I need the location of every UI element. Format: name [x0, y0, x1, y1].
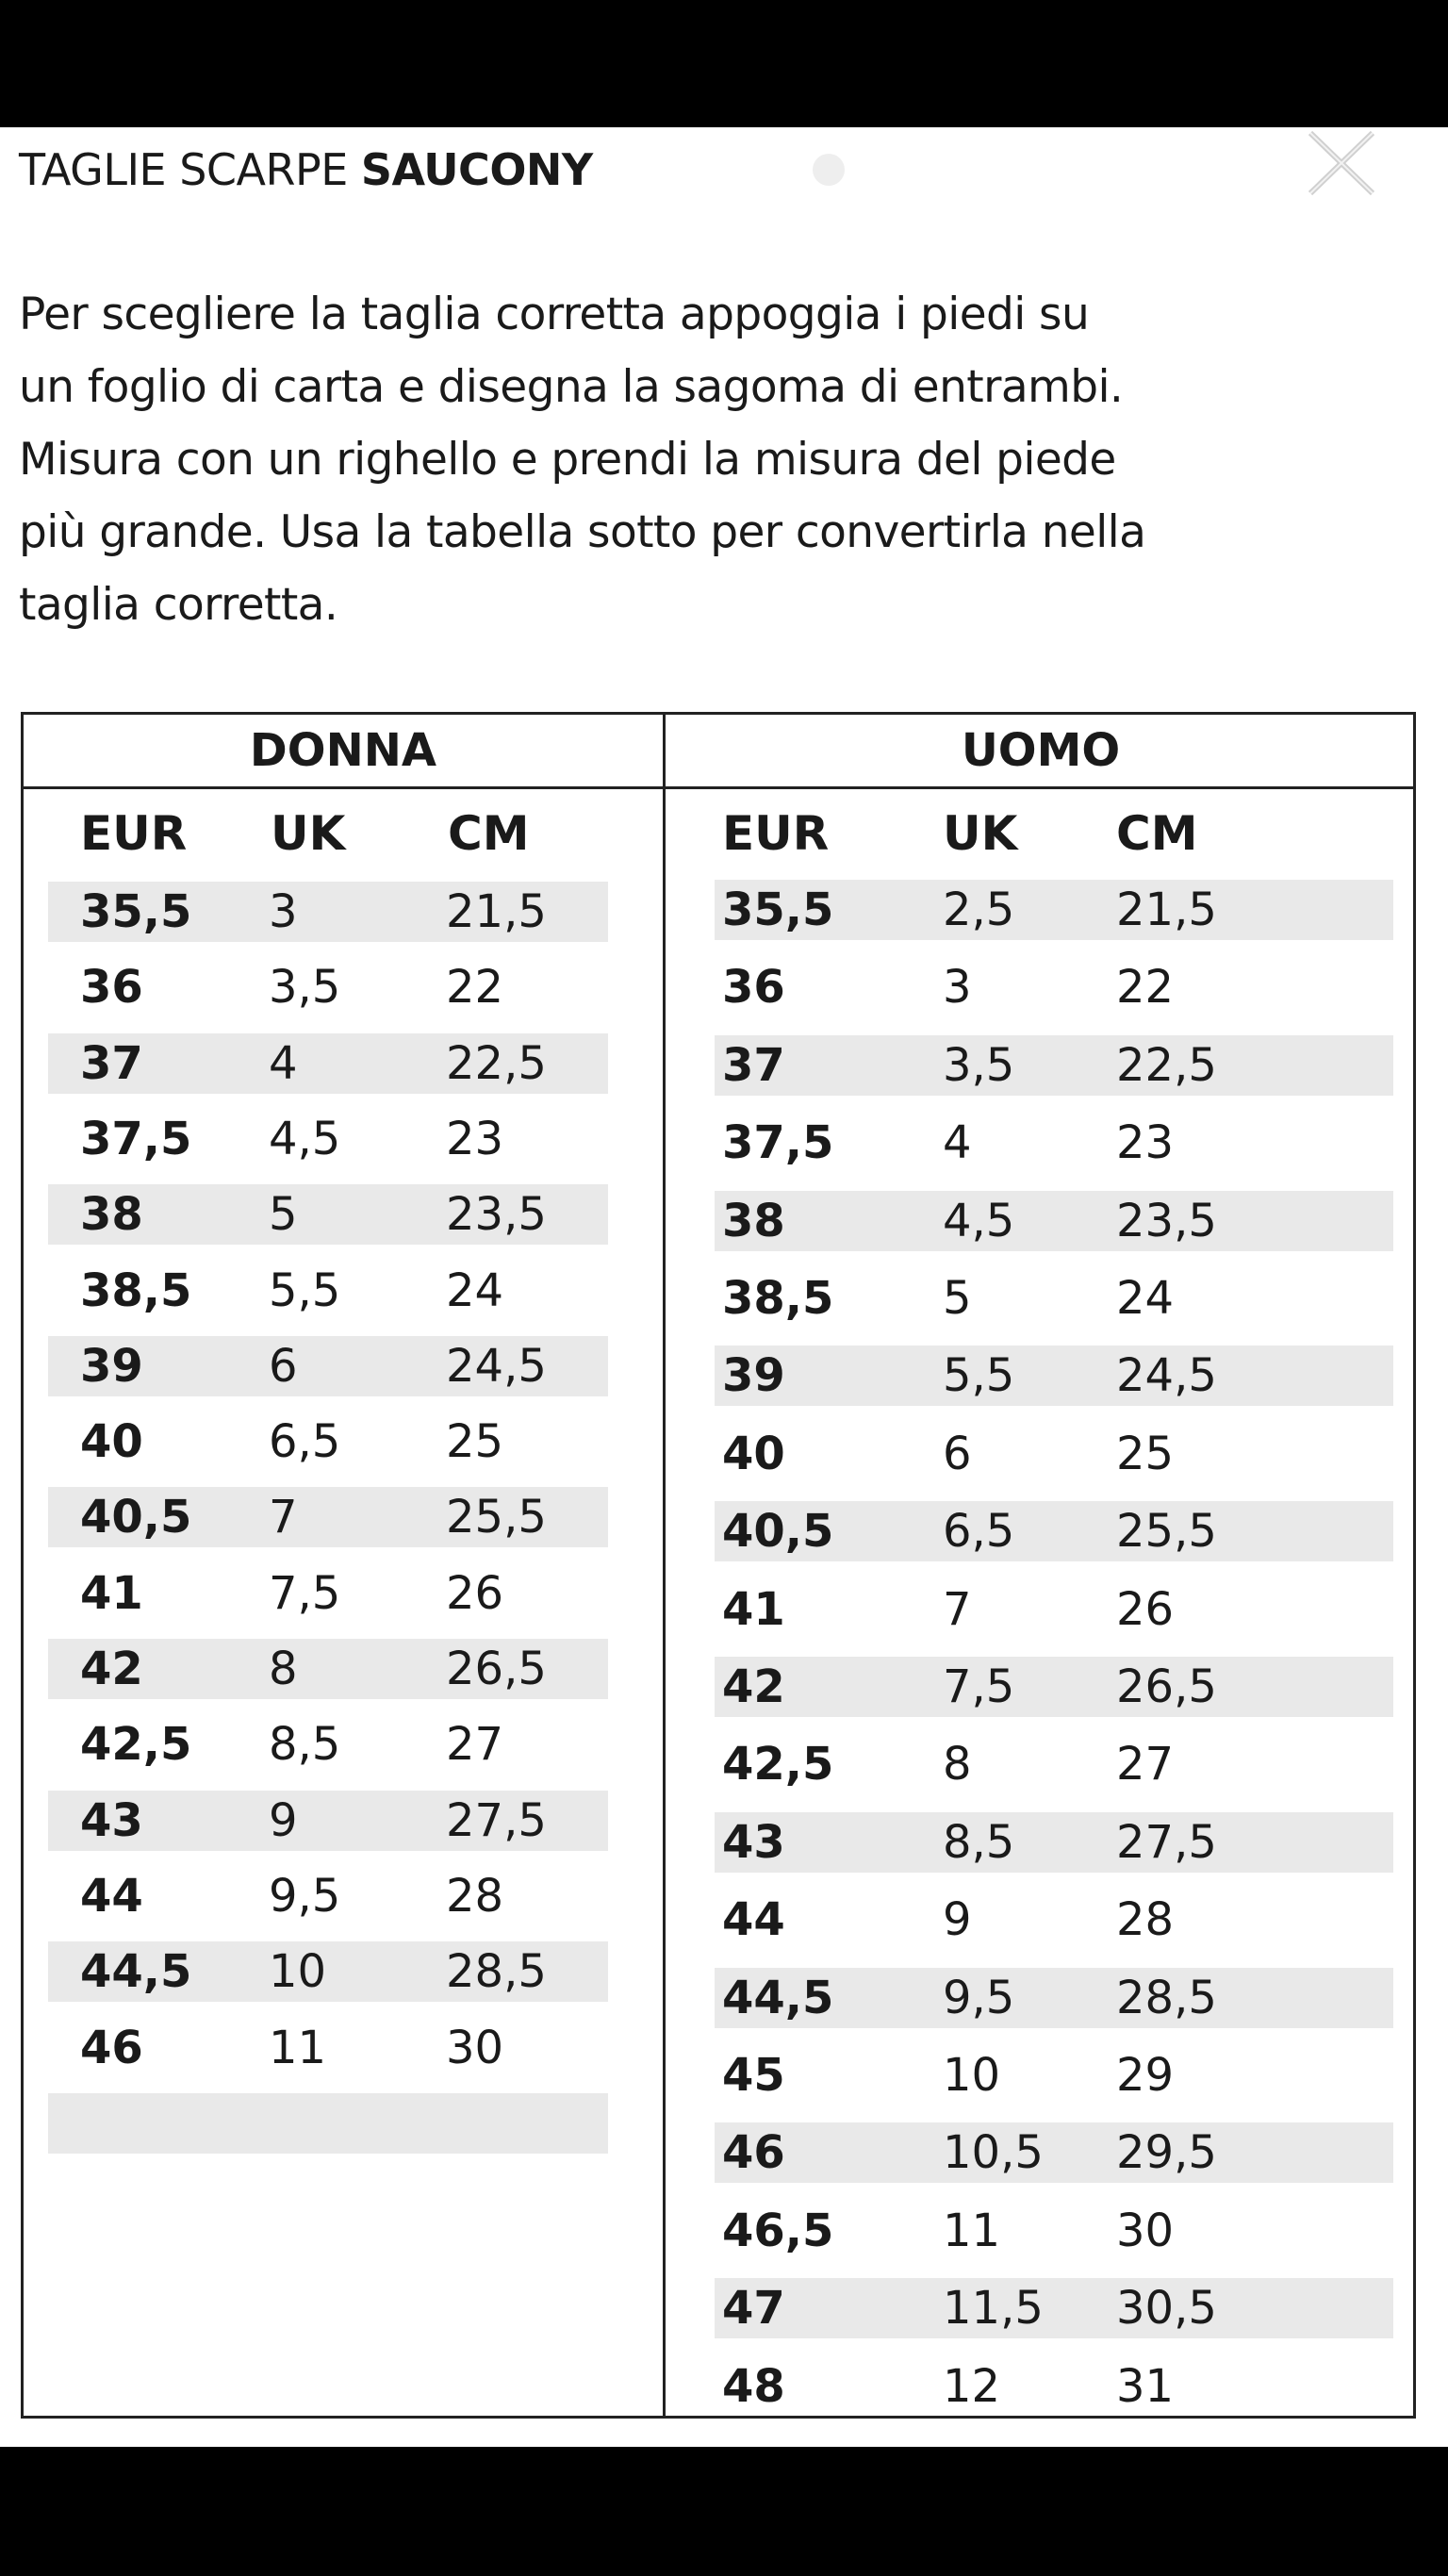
donna-eur-cell: 36: [80, 961, 143, 1015]
uomo-table-row: [715, 1968, 1393, 2028]
loading-dot: [813, 154, 845, 186]
uomo-table-row: [715, 1734, 1393, 1794]
uomo-uk-cell: 7,5: [943, 1660, 1015, 1713]
donna-uk-cell: 9: [269, 1793, 298, 1847]
donna-title: DONNA: [249, 724, 437, 777]
uomo-eur-cell: 48: [722, 2359, 785, 2413]
uomo-cm-cell: 30,5: [1116, 2282, 1217, 2336]
uomo-eur-cell: 43: [722, 1815, 785, 1869]
uomo-cm-cell: 28: [1116, 1893, 1175, 1947]
donna-cm-cell: 26: [446, 1566, 504, 1620]
uomo-eur-cell: 35,5: [722, 883, 834, 936]
donna-uk-cell: 11: [269, 2021, 327, 2074]
uomo-uk-cell: 7: [943, 1582, 972, 1636]
donna-uk-cell: 4,5: [269, 1112, 341, 1165]
donna-table-row: [48, 1866, 608, 1926]
donna-cm-cell: 28: [446, 1869, 504, 1923]
uomo-cm-header: CM: [1116, 806, 1198, 861]
uomo-cm-cell: 22: [1116, 961, 1175, 1015]
donna-uk-cell: 6: [269, 1339, 298, 1393]
donna-cm-cell: 23: [446, 1112, 504, 1165]
donna-cm-cell: 25,5: [446, 1491, 547, 1544]
donna-eur-cell: 39: [80, 1339, 143, 1393]
uomo-cm-cell: 29,5: [1116, 2126, 1217, 2180]
close-icon[interactable]: [1301, 127, 1382, 199]
donna-table-row: [48, 1714, 608, 1775]
donna-table-row: [48, 1184, 608, 1245]
uomo-uk-cell: 11,5: [943, 2282, 1044, 2336]
uomo-table-row: [715, 1191, 1393, 1251]
donna-table-row: [48, 1261, 608, 1321]
uomo-eur-cell: 38: [722, 1194, 785, 1247]
donna-eur-cell: 43: [80, 1793, 143, 1847]
uomo-eur-cell: 44,5: [722, 1971, 834, 2024]
donna-table-row: [48, 1336, 608, 1396]
uomo-uk-cell: 8: [943, 1738, 972, 1792]
instruction-line: Per scegliere la taglia corretta appoggia i piedi su: [19, 289, 1090, 340]
uomo-eur-cell: 45: [722, 2049, 785, 2102]
donna-eur-cell: 37: [80, 1036, 143, 1090]
donna-table-row: [48, 1941, 608, 2002]
uomo-table-row: [715, 1268, 1393, 1329]
donna-eur-cell: 38: [80, 1188, 143, 1242]
uomo-cm-cell: 30: [1116, 2204, 1175, 2257]
uomo-cm-cell: 23: [1116, 1116, 1175, 1170]
uomo-uk-cell: 10,5: [943, 2126, 1044, 2180]
uomo-cm-cell: 22,5: [1116, 1038, 1217, 1092]
donna-eur-cell: 44,5: [80, 1945, 192, 1999]
donna-uk-cell: 9,5: [269, 1869, 341, 1923]
uomo-uk-cell: 3: [943, 961, 972, 1015]
uomo-table-row: [715, 1890, 1393, 1950]
instruction-line: Misura con un righello e prendi la misura del piede: [19, 434, 1116, 486]
donna-cm-cell: 21,5: [446, 885, 547, 938]
uomo-eur-cell: 46,5: [722, 2204, 834, 2257]
uomo-cm-cell: 27,5: [1116, 1815, 1217, 1869]
donna-eur-cell: 35,5: [80, 885, 192, 938]
uomo-uk-cell: 4,5: [943, 1194, 1015, 1247]
donna-eur-cell: 42,5: [80, 1718, 192, 1772]
instructions: [19, 278, 1414, 641]
page-title: [19, 144, 593, 195]
donna-cm-cell: 22: [446, 961, 504, 1015]
uomo-uk-cell: 6: [943, 1427, 972, 1480]
donna-uk-cell: 10: [269, 1945, 327, 1999]
donna-table-row: [48, 1033, 608, 1094]
brand-name: SAUCONY: [360, 144, 593, 195]
donna-cm-cell: 27: [446, 1718, 504, 1772]
donna-cm-cell: 22,5: [446, 1036, 547, 1090]
uomo-cm-cell: 23,5: [1116, 1194, 1217, 1247]
uomo-eur-header: EUR: [722, 806, 830, 861]
donna-uk-cell: 8: [269, 1643, 298, 1695]
donna-eur-cell: 40,5: [80, 1491, 192, 1544]
uomo-table-row: [715, 1346, 1393, 1406]
uomo-uk-cell: 9,5: [943, 1971, 1015, 2024]
uomo-eur-cell: 39: [722, 1349, 785, 1403]
donna-cm-cell: 26,5: [446, 1643, 547, 1695]
uomo-uk-cell: 8,5: [943, 1815, 1015, 1869]
uomo-table-row: [715, 1035, 1393, 1096]
donna-cm-cell: 28,5: [446, 1945, 547, 1999]
uomo-eur-cell: 37,5: [722, 1116, 834, 1170]
donna-cm-cell: 25: [446, 1415, 504, 1469]
donna-table-row: [48, 882, 608, 942]
uomo-uk-cell: 6,5: [943, 1505, 1015, 1559]
donna-uk-cell: 3,5: [269, 961, 341, 1015]
uomo-uk-cell: 11: [943, 2204, 1001, 2257]
donna-table-row: [48, 1487, 608, 1547]
uomo-eur-cell: 42,5: [722, 1738, 834, 1792]
column-divider: [663, 715, 666, 2416]
donna-uk-cell: 7,5: [269, 1566, 341, 1620]
donna-eur-cell: 40: [80, 1415, 143, 1469]
donna-eur-header: EUR: [80, 806, 188, 861]
uomo-table-row: [715, 2356, 1393, 2417]
donna-cm-cell: 27,5: [446, 1793, 547, 1847]
donna-uk-cell: 3: [269, 885, 298, 938]
donna-uk-header: UK: [271, 806, 346, 861]
uomo-table-row: [715, 1579, 1393, 1640]
uomo-cm-cell: 24,5: [1116, 1349, 1217, 1403]
size-table: [21, 712, 1416, 2419]
donna-cm-cell: 24: [446, 1263, 504, 1317]
uomo-table-row: [715, 1424, 1393, 1484]
uomo-table-row: [715, 2201, 1393, 2261]
donna-table-row: [48, 1109, 608, 1169]
uomo-cm-cell: 28,5: [1116, 1971, 1217, 2024]
donna-cm-header: CM: [448, 806, 530, 861]
uomo-table-row: [715, 1657, 1393, 1717]
header-divider: [24, 786, 1413, 789]
uomo-eur-cell: 42: [722, 1660, 785, 1713]
donna-table-row: [48, 2093, 608, 2154]
instruction-line: un foglio di carta e disegna la sagoma di entrambi.: [19, 361, 1124, 413]
uomo-cm-cell: 31: [1116, 2359, 1175, 2413]
uomo-uk-cell: 2,5: [943, 883, 1015, 936]
uomo-uk-header: UK: [943, 806, 1018, 861]
uomo-cm-cell: 25,5: [1116, 1505, 1217, 1559]
donna-uk-cell: 5,5: [269, 1263, 341, 1317]
donna-table-row: [48, 957, 608, 1017]
instruction-line: più grande. Usa la tabella sotto per convertirla nella: [19, 506, 1146, 558]
donna-table-row: [48, 1791, 608, 1851]
donna-eur-cell: 37,5: [80, 1112, 192, 1165]
donna-uk-cell: 5: [269, 1188, 298, 1242]
donna-table-row: [48, 1639, 608, 1699]
uomo-cm-cell: 21,5: [1116, 883, 1217, 936]
uomo-table-row: [715, 2045, 1393, 2105]
size-chart-page: [0, 127, 1448, 2447]
uomo-table-row: [715, 2278, 1393, 2338]
uomo-cm-cell: 24: [1116, 1272, 1175, 1325]
donna-uk-cell: 6,5: [269, 1415, 341, 1469]
donna-table-row: [48, 1563, 608, 1624]
uomo-uk-cell: 4: [943, 1116, 972, 1170]
donna-eur-cell: 42: [80, 1643, 143, 1695]
uomo-eur-cell: 46: [722, 2126, 785, 2180]
donna-eur-cell: 41: [80, 1566, 143, 1620]
donna-cm-cell: 23,5: [446, 1188, 547, 1242]
uomo-title: UOMO: [961, 724, 1121, 777]
title-text: TAGLIE SCARPE: [19, 144, 361, 195]
uomo-table-row: [715, 880, 1393, 940]
uomo-uk-cell: 9: [943, 1893, 972, 1947]
uomo-eur-cell: 37: [722, 1038, 785, 1092]
uomo-uk-cell: 5,5: [943, 1349, 1015, 1403]
uomo-eur-cell: 44: [722, 1893, 785, 1947]
uomo-table-row: [715, 1113, 1393, 1173]
uomo-eur-cell: 47: [722, 2282, 785, 2336]
donna-uk-cell: 8,5: [269, 1718, 341, 1772]
donna-cm-cell: 24,5: [446, 1339, 547, 1393]
donna-cm-cell: 30: [446, 2021, 504, 2074]
uomo-uk-cell: 12: [943, 2359, 1001, 2413]
donna-table-row: [48, 2018, 608, 2078]
uomo-table-row: [715, 2122, 1393, 2183]
donna-eur-cell: 38,5: [80, 1263, 192, 1317]
uomo-table-row: [715, 957, 1393, 1017]
uomo-uk-cell: 10: [943, 2049, 1001, 2102]
uomo-uk-cell: 5: [943, 1272, 972, 1325]
donna-table-row: [48, 1412, 608, 1472]
donna-uk-cell: 4: [269, 1036, 298, 1090]
uomo-cm-cell: 25: [1116, 1427, 1175, 1480]
donna-uk-cell: 7: [269, 1491, 298, 1544]
donna-eur-cell: 44: [80, 1869, 143, 1923]
instruction-line: taglia corretta.: [19, 579, 338, 631]
uomo-eur-cell: 38,5: [722, 1272, 834, 1325]
uomo-eur-cell: 40: [722, 1427, 785, 1480]
uomo-cm-cell: 29: [1116, 2049, 1175, 2102]
uomo-eur-cell: 41: [722, 1582, 785, 1636]
donna-eur-cell: 46: [80, 2021, 143, 2074]
uomo-eur-cell: 36: [722, 961, 785, 1015]
uomo-cm-cell: 26,5: [1116, 1660, 1217, 1713]
uomo-eur-cell: 40,5: [722, 1505, 834, 1559]
uomo-cm-cell: 27: [1116, 1738, 1175, 1792]
uomo-table-row: [715, 1812, 1393, 1873]
uomo-cm-cell: 26: [1116, 1582, 1175, 1636]
uomo-uk-cell: 3,5: [943, 1038, 1015, 1092]
uomo-table-row: [715, 1501, 1393, 1561]
